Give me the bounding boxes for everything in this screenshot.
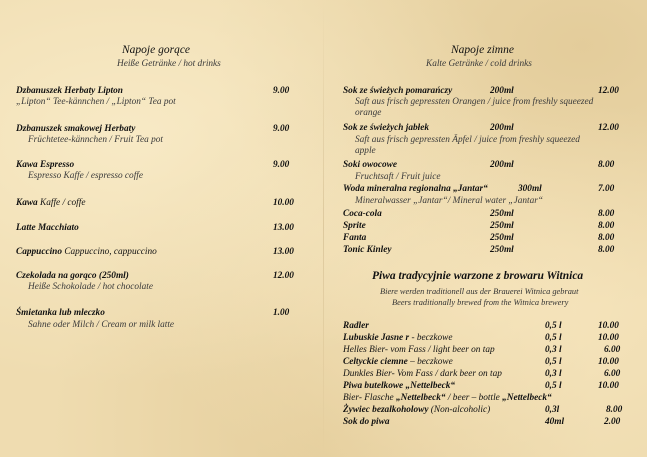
hot-item-line [16, 247, 157, 258]
cold-title: Napoje zimne [451, 44, 514, 56]
cold-item-price: 8.00 [598, 221, 615, 231]
cold-subtitle: Kalte Getränke / cold drinks [426, 59, 532, 69]
hot-item-price: 13.00 [273, 247, 294, 257]
beer-subtitle-de: Biere werden traditionell aus der Brauerei Witnica gebraut [380, 287, 579, 296]
beer-item-name: Sok do piwa [343, 417, 390, 427]
hot-item-name: Czekolada na gorąco (250ml) [16, 271, 129, 281]
cold-item-price: 8.00 [598, 160, 615, 170]
beer-item-volume: 0,5 l [545, 381, 562, 391]
page-fold [323, 0, 324, 457]
cold-item-name: Sok ze świeżych pomarańczy [343, 86, 453, 96]
cold-item-price: 8.00 [598, 233, 615, 243]
hot-item-price: 1.00 [273, 308, 290, 318]
hot-item-inline: Kaffe / coffe [40, 198, 86, 208]
beer-item-price: 6.00 [604, 369, 621, 379]
hot-item-price: 9.00 [273, 160, 290, 170]
beer-title: Piwa tradycyjnie warzone z browaru Witnica [372, 270, 584, 282]
beer-item-suffix: - beczkowe [409, 333, 453, 343]
cold-item-desc: Saft aus frisch gepressten Äpfel / juice from freshly squeezed [355, 135, 580, 145]
cold-item-volume: 200ml [490, 123, 514, 133]
beer-item-name: Helles Bier- vom Fass / light beer on tap [343, 345, 495, 355]
beer-item-volume: 0,3 l [545, 369, 562, 379]
beer-item-name: Radler [343, 321, 369, 331]
hot-item-desc: Sahne oder Milch / Cream or milk latte [28, 320, 175, 330]
cold-item-price: 12.00 [598, 86, 619, 96]
beer-item-prefix: Bier- Flasche [343, 393, 396, 403]
cold-item-desc: Fruchtsaft / Fruit juice [355, 172, 441, 182]
hot-item-name: Kawa Espresso [16, 160, 75, 170]
beer-item-line [343, 405, 490, 416]
cold-item-desc: Mineralwasser „Jantar“/ Mineral water „Jantar“ [355, 196, 544, 206]
beer-item-suffix: – beczkowe [407, 357, 453, 367]
cold-item-volume: 250ml [490, 245, 514, 255]
cold-item-volume: 200ml [490, 160, 514, 170]
hot-item-name: Cappuccino [16, 247, 62, 257]
hot-item-price: 13.00 [273, 223, 294, 233]
hot-item-desc: „Lipton“ Tee-kännchen / „Lipton“ Tea pot [16, 97, 176, 107]
hot-item-name: Dzbanuszek smakowej Herbaty [16, 124, 136, 134]
beer-item-name: Piwa butelkowe „Nettelbeck“ [343, 381, 456, 391]
cold-item-price: 8.00 [598, 245, 615, 255]
hot-item-desc: Espresso Kaffe / espresso coffe [28, 171, 143, 181]
beer-item-name: Lubuskie Jasne r [343, 333, 410, 343]
hot-item-line [16, 198, 85, 209]
hot-item-name: Dzbanuszek Herbaty Lipton [16, 86, 123, 96]
hot-subtitle: Heiße Getränke / hot drinks [117, 59, 221, 69]
beer-item-volume: 0,3l [545, 405, 560, 415]
beer-item-price: 10.00 [598, 381, 619, 391]
beer-item-volume: 40ml [545, 417, 565, 427]
cold-item-name: Soki owocowe [343, 160, 397, 170]
cold-item-price: 8.00 [598, 209, 615, 219]
beer-item-line [343, 357, 453, 368]
beer-item-price: 10.00 [598, 333, 619, 343]
cold-item-desc: orange [355, 108, 382, 118]
beer-item-volume: 0,3 l [545, 345, 562, 355]
beer-item-price: 8.00 [606, 405, 623, 415]
cold-item-volume: 250ml [490, 233, 514, 243]
cold-item-name: Sprite [343, 221, 366, 231]
beer-item-volume: 0,5 l [545, 321, 562, 331]
beer-item-line [343, 333, 453, 344]
cold-item-name: Tonic Kinley [343, 245, 392, 255]
beer-item-volume: 0,5 l [545, 333, 562, 343]
cold-item-desc: Saft aus frisch gepressten Orangen / juice from freshly squeezed [355, 97, 594, 107]
cold-item-name: Sok ze świeżych jabłek [343, 123, 429, 133]
cold-item-name: Coca-cola [343, 209, 382, 219]
hot-item-desc: Heiße Schokolade / hot chocolate [28, 282, 153, 292]
beer-item-name: Żywiec bezalkoholowy [343, 405, 429, 415]
hot-item-name: Kawa [16, 198, 38, 208]
beer-subtitle-en: Beers traditionally brewed from the Witnica brewery [392, 298, 569, 307]
hot-title: Napoje gorące [122, 44, 191, 56]
beer-item-line [343, 393, 552, 404]
hot-item-price: 9.00 [273, 86, 290, 96]
hot-item-price: 12.00 [273, 271, 294, 281]
beer-item-suffix: (Non-alcoholic) [428, 405, 491, 415]
beer-item-name: „Nettelbeck“ [396, 393, 446, 403]
cold-item-name: Fanta [343, 233, 367, 243]
beer-item-name: Celtyckie ciemne [343, 357, 408, 367]
hot-item-price: 9.00 [273, 124, 290, 134]
cold-item-volume: 250ml [490, 209, 514, 219]
beer-item-name-2: „Nettelbeck“ [502, 393, 552, 403]
beer-item-volume: 0,5 l [545, 357, 562, 367]
cold-item-volume: 300ml [518, 184, 542, 194]
hot-item-desc: Früchtetee-kännchen / Fruit Tea pot [28, 135, 163, 145]
beer-item-price: 10.00 [598, 321, 619, 331]
cold-item-price: 12.00 [598, 123, 619, 133]
beer-item-price: 6.00 [604, 345, 621, 355]
cold-item-volume: 200ml [490, 86, 514, 96]
cold-item-volume: 250ml [490, 221, 514, 231]
beer-item-price: 2.00 [604, 417, 621, 427]
hot-item-price: 10.00 [273, 198, 294, 208]
hot-item-name: Latte Macchiato [16, 223, 79, 233]
hot-item-name: Śmietanka lub mleczko [16, 308, 105, 318]
cold-item-desc: apple [355, 146, 376, 156]
cold-item-price: 7.00 [598, 184, 615, 194]
beer-item-suffix: / beer – bottle [445, 393, 503, 403]
hot-item-inline: Cappuccino, cappuccino [64, 247, 157, 257]
beer-item-name: Dunkles Bier- Vom Fass / dark beer on tap [343, 369, 502, 379]
cold-item-name: Woda mineralna regionalna „Jantar“ [343, 184, 488, 194]
beer-item-price: 10.00 [598, 357, 619, 367]
